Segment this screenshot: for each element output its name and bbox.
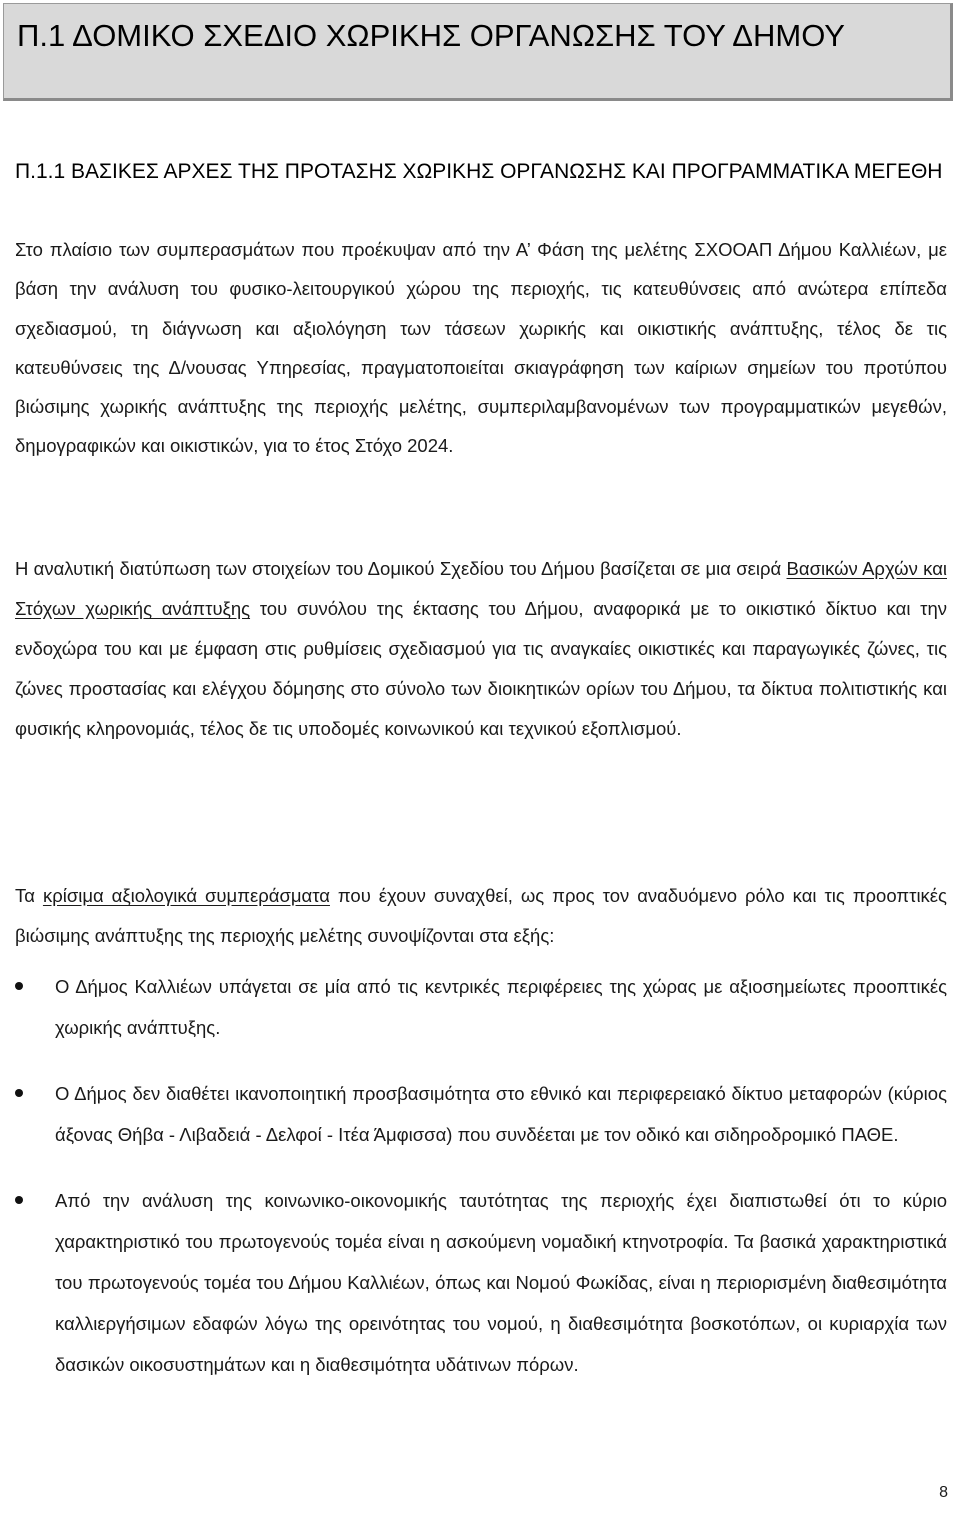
list-item-text: Ο Δήμος δεν διαθέτει ικανοποιητική προσβασιμότητα στο εθνικό και περιφερειακό δίκτυο μεταφορών (κύριος άξονας Θήβα - Λιβαδειά - Δελφοί - Ιτέα Άμφισσα) που συνδέεται με τον οδικό και σιδηροδρομικό ΠΑΘΕ. xyxy=(55,1083,947,1145)
conclusions-paragraph-end: που έχουν συναχθεί, ως προς τον αναδυόμενο ρόλο και τις προοπτικές βιώσιμης ανάπτυξης της περιοχής μελέτης συνοψίζονται στα εξής: xyxy=(15,885,947,946)
conclusions-list xyxy=(15,966,947,1410)
page-number: 8 xyxy=(939,1484,948,1501)
conclusions-paragraph xyxy=(15,876,947,956)
chapter-title: Π.1 ΔΟΜΙΚΟ ΣΧΕΔΙΟ ΧΩΡΙΚΗΣ ΟΡΓΑΝΩΣΗΣ ΤΟΥ ΔΗΜΟΥ xyxy=(17,18,845,53)
principles-paragraph xyxy=(15,549,947,749)
bullet-icon xyxy=(15,1089,23,1097)
list-item xyxy=(15,1180,947,1385)
principles-paragraph-start: Η αναλυτική διατύπωση των στοιχείων του Δομικού Σχεδίου του Δήμου βασίζεται σε μια σειρά xyxy=(15,558,787,579)
bullet-icon xyxy=(15,982,23,990)
list-item xyxy=(15,1073,947,1155)
principles-underlined-phrase: Βασικών Αρχών και Στόχων χωρικής ανάπτυξης xyxy=(15,558,947,619)
bullet-icon xyxy=(15,1196,23,1204)
conclusions-paragraph-start: Τα xyxy=(15,885,43,906)
section-title: Π.1.1 ΒΑΣΙΚΕΣ ΑΡΧΕΣ ΤΗΣ ΠΡΟΤΑΣΗΣ ΧΩΡΙΚΗΣ ΟΡΓΑΝΩΣΗΣ ΚΑΙ ΠΡΟΓΡΑΜΜΑΤΙΚΑ ΜΕΓΕΘΗ xyxy=(15,160,943,183)
principles-paragraph-end: του συνόλου της έκτασης του Δήμου, αναφορικά με το οικιστικό δίκτυο και την ενδοχώρα του και με έμφαση στις ρυθμίσεις σχεδιασμού για τις αναγκαίες οικιστικές και παραγωγικές ζώνες, τις ζώνες προστασίας και ελέγχου δόμησης στο σύνολο των διοικητικών ορίων του Δήμου, τα δίκτυα πολιτιστικής και φυσικής κληρονομιάς, τέλος δε τις υποδομές κοινωνικού και τεχνικού εξοπλισμού. xyxy=(15,598,947,739)
list-item-text: Ο Δήμος Καλλιέων υπάγεται σε μία από τις κεντρικές περιφέρειες της χώρας με αξιοσημείωτες προοπτικές χωρικής ανάπτυξης. xyxy=(55,976,947,1038)
list-item-text: Από την ανάλυση της κοινωνικο-οικονομικής ταυτότητας της περιοχής έχει διαπιστωθεί ότι το κύριο χαρακτηριστικό του πρωτογενούς τομέα είναι η ασκούμενη νομαδική κτηνοτροφία. Τα βασικά χαρακτηριστικά του πρωτογενούς τομέα του Δήμου Καλλιέων, όπως και Νομού Φωκίδας, είναι η περιορισμένη διαθεσιμότητα καλλιεργήσιμων εδαφών λόγω της ορεινότητας του νομού, η διαθεσιμότητα βοσκοτόπων, οι κυριαρχία των δασικών οικοσυστημάτων και η διαθεσιμότητα υδάτινων πόρων. xyxy=(55,1190,947,1375)
list-item xyxy=(15,966,947,1048)
intro-paragraph: Στο πλαίσιο των συμπερασμάτων που προέκυψαν από την Α’ Φάση της μελέτης ΣΧΟΟΑΠ Δήμου Καλλιέων, με βάση την ανάλυση του φυσικο-λειτουργικού χώρου της περιοχής, τις κατευθύνσεις από ανώτερα επίπεδα σχεδιασμού, τη διάγνωση και αξιολόγηση των τάσεων χωρικής και οικιστικής ανάπτυξης, τέλος δε τις κατευθύνσεις της Δ/νουσας Υπηρεσίας, πραγματοποιείται σκιαγράφηση των καίριων σημείων του προτύπου βιώσιμης χωρικής ανάπτυξης της περιοχής μελέτης, συμπεριλαμβανομένων των προγραμματικών μεγεθών, δημογραφικών και οικιστικών, για το έτος Στόχο 2024. xyxy=(15,239,947,457)
chapter-heading-box xyxy=(3,3,953,101)
conclusions-underlined-phrase: κρίσιμα αξιολογικά συμπεράσματα xyxy=(42,885,330,906)
